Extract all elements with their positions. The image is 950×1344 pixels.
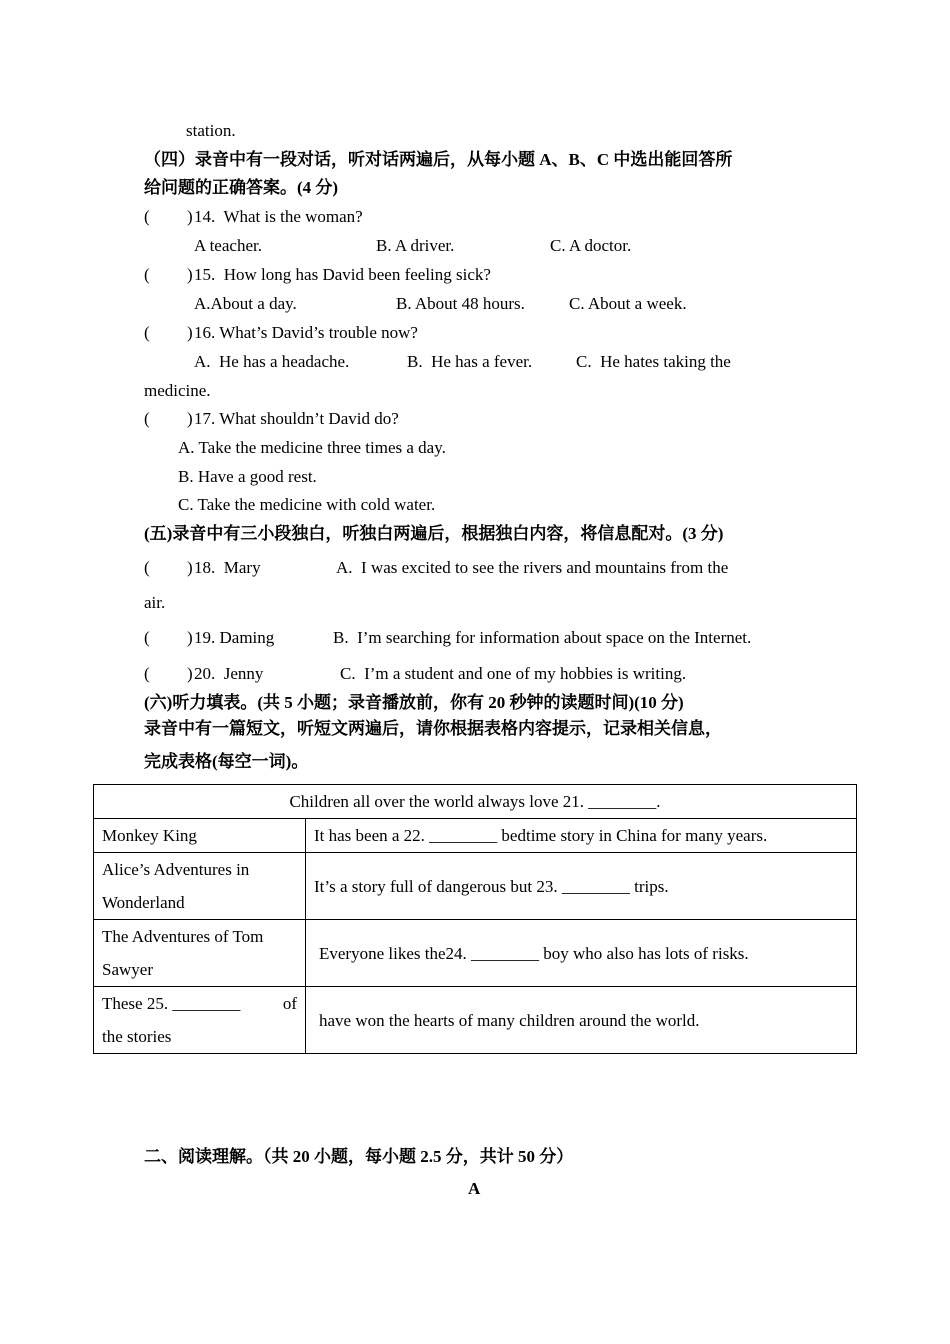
answer-paren-close: ) (187, 265, 193, 284)
table-row (94, 819, 857, 853)
table-row (94, 853, 857, 920)
speaker-name: 18. Mary (194, 558, 261, 577)
option-wrap-text: medicine. (144, 381, 211, 400)
answer-paren-close: ) (187, 409, 193, 428)
option-a: A teacher. (194, 236, 262, 255)
table-cell-title-tail: the stories (102, 1027, 172, 1046)
table-cell-title (94, 987, 306, 1054)
table-cell-title-part: of (282, 994, 297, 1013)
statement: A. I was excited to see the rivers and mountains from the (336, 558, 729, 577)
part4-heading-line1: （四）录音中有一段对话，听对话两遍后，从每小题 A、B、C 中选出能回答所 (144, 150, 733, 169)
part4-heading-line2: 给问题的正确答案。(4 分) (144, 178, 339, 197)
answer-paren-open: ( (144, 628, 150, 647)
option-a: A. He has a headache. (194, 352, 350, 371)
answer-paren-close: ) (187, 558, 193, 577)
answer-paren-open: ( (144, 409, 150, 428)
question-stem: 15. How long has David been feeling sick? (194, 265, 491, 284)
table-row (94, 987, 857, 1054)
option-a: A.About a day. (194, 294, 297, 313)
table-cell-info: It’s a story full of dangerous but 23. ________ trips. (306, 853, 857, 920)
passage-label: A (468, 1179, 481, 1198)
answer-paren-close: ) (187, 628, 193, 647)
option-b: B. He has a fever. (407, 352, 533, 371)
listening-table (93, 784, 857, 1054)
answer-paren-open: ( (144, 265, 150, 284)
table-cell-title: Alice’s Adventures in Wonderland (94, 853, 306, 920)
continuation-text: station. (186, 121, 236, 140)
answer-paren-close: ) (187, 207, 193, 226)
part6-heading-line1: (六)听力填表。(共 5 小题；录音播放前，你有 20 秒钟的读题时间)(10 分) (144, 693, 684, 712)
answer-paren-close: ) (187, 664, 193, 683)
answer-paren-open: ( (144, 664, 150, 683)
part6-heading-line3: 完成表格(每空一词)。 (144, 752, 309, 771)
table-cell-info: Everyone likes the24. ________ boy who also has lots of risks. (306, 920, 857, 987)
option-c: C. A doctor. (550, 236, 632, 255)
statement: B. I’m searching for information about space on the Internet. (333, 628, 752, 647)
speaker-name: 19. Daming (194, 628, 275, 647)
statement-wrap: air. (144, 593, 166, 612)
question-stem: 17. What shouldn’t David do? (194, 409, 399, 428)
part6-heading-line2: 录音中有一篇短文，听短文两遍后，请你根据表格内容提示，记录相关信息， (144, 719, 722, 738)
answer-paren-open: ( (144, 558, 150, 577)
part5-heading: (五)录音中有三小段独白，听独白两遍后，根据独白内容，将信息配对。(3 分) (144, 524, 724, 543)
option-c: C. He hates taking the (576, 352, 731, 371)
reading-heading: 二、阅读理解。（共 20 小题，每小题 2.5 分，共计 50 分） (144, 1147, 574, 1166)
table-cell-title: Monkey King (94, 819, 306, 853)
option-a: A. Take the medicine three times a day. (178, 438, 446, 457)
table-cell-title: The Adventures of Tom Sawyer (94, 920, 306, 987)
answer-paren-open: ( (144, 323, 150, 342)
option-b: B. About 48 hours. (396, 294, 525, 313)
table-cell-info: It has been a 22. ________ bedtime story in China for many years. (306, 819, 857, 853)
table-cell-title-part: These 25. ________ (102, 994, 241, 1013)
option-c: C. About a week. (569, 294, 687, 313)
table-title: Children all over the world always love 21. ________. (94, 785, 857, 819)
option-c: C. Take the medicine with cold water. (178, 495, 436, 514)
answer-paren-open: ( (144, 207, 150, 226)
question-stem: 14. What is the woman? (194, 207, 363, 226)
table-row (94, 920, 857, 987)
statement: C. I’m a student and one of my hobbies is writing. (340, 664, 687, 683)
answer-paren-close: ) (187, 323, 193, 342)
question-stem: 16. What’s David’s trouble now? (194, 323, 418, 342)
table-cell-info: have won the hearts of many children around the world. (306, 987, 857, 1054)
speaker-name: 20. Jenny (194, 664, 264, 683)
option-b: B. Have a good rest. (178, 467, 317, 486)
option-b: B. A driver. (376, 236, 455, 255)
